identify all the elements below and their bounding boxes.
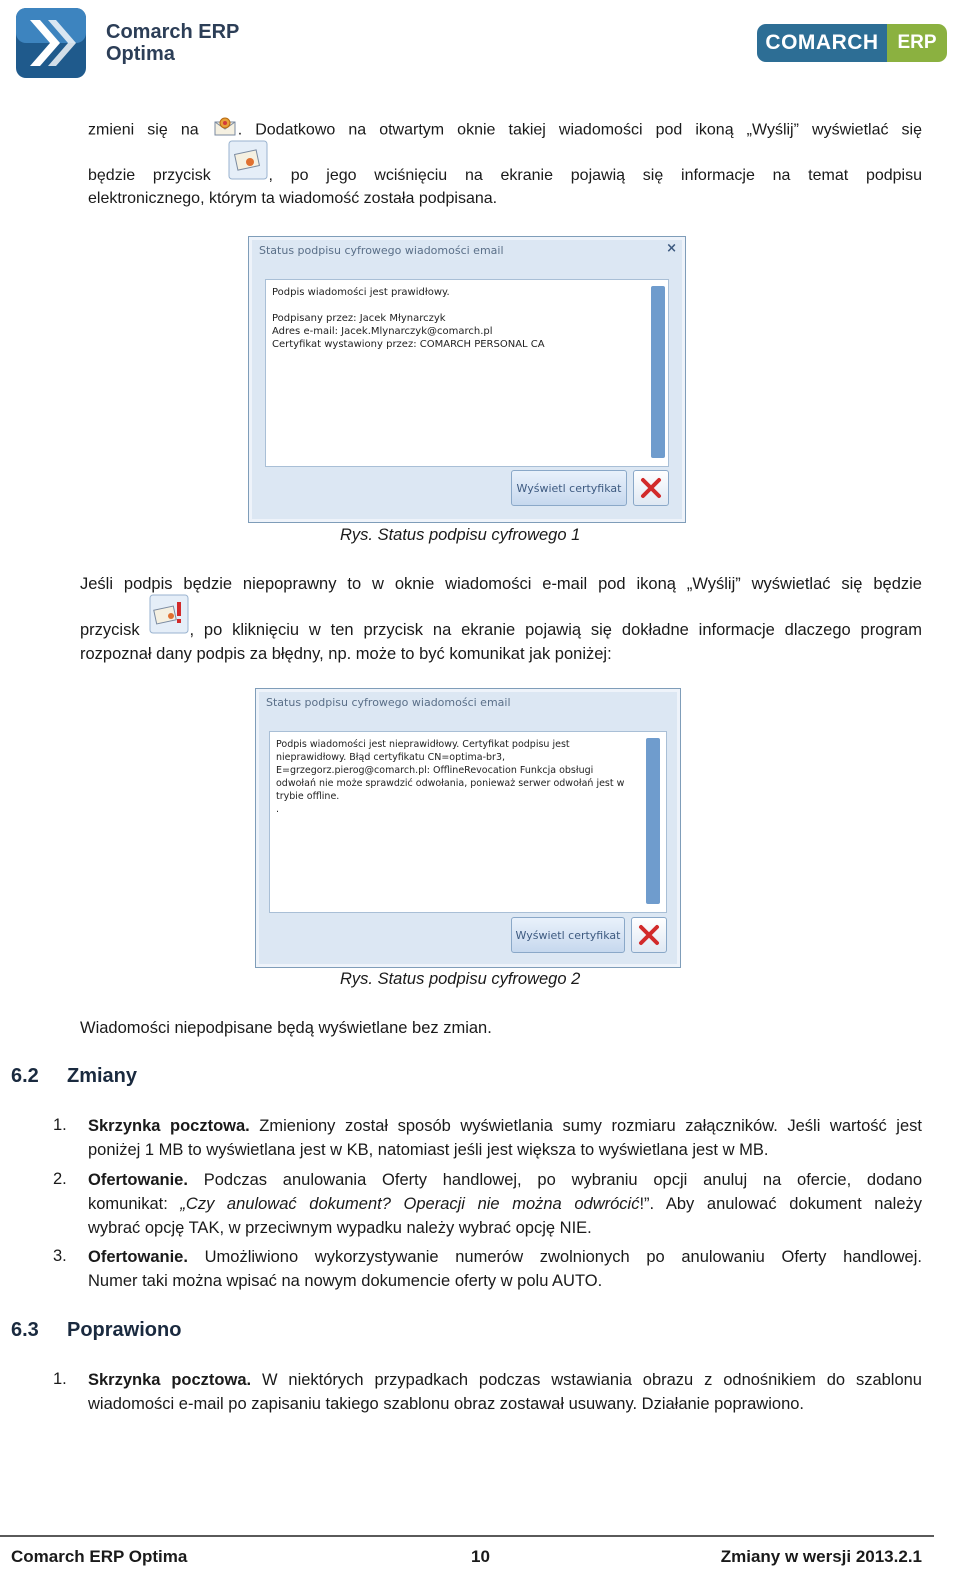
footer-divider bbox=[0, 1535, 934, 1537]
list-item-line: poniżej 1 MB to wyświetlana jest w KB, natomiast jeśli jest większa to wyświetlana jest w MB. bbox=[88, 1141, 769, 1159]
invalid-signature-button-icon bbox=[149, 594, 189, 641]
para1-text: , po jego wciśnięciu na ekranie pojawią się informacje na temat podpisu bbox=[268, 167, 923, 184]
section-title-changes: Zmiany bbox=[67, 1065, 138, 1087]
para1-line2 bbox=[88, 164, 922, 187]
figure-caption-2: Rys. Status podpisu cyfrowego 2 bbox=[340, 970, 581, 988]
status-message bbox=[272, 286, 545, 351]
paragraph-unsigned: Wiadomości niepodpisane będą wyświetlane bez zmian. bbox=[80, 1019, 492, 1037]
footer-page-number: 10 bbox=[471, 1547, 490, 1566]
para1-text: zmieni się na bbox=[88, 121, 199, 139]
optima-logo-text bbox=[106, 21, 239, 65]
message-line: odwołań nie może sprawdzić odwołania, ponieważ serwer odwołań jest w bbox=[276, 778, 625, 789]
list-item-text: Podczas anulowania Oferty handlowej, po wybraniu opcji anuluj na ofercie, dodano bbox=[187, 1171, 922, 1189]
message-line: nieprawidłowy. Błąd certyfikatu CN=optima-br3, bbox=[276, 752, 506, 763]
signature-status-dialog-invalid bbox=[255, 688, 681, 968]
list-item bbox=[88, 1368, 922, 1416]
comarch-erp-logo bbox=[757, 24, 947, 62]
red-x-icon bbox=[637, 923, 661, 947]
comarch-erp-optima-logo bbox=[16, 8, 239, 78]
para2-line3: rozpoznał dany podpis za błędny, np. może to być komunikat jak poniżej: bbox=[80, 645, 612, 663]
footer-product: Comarch ERP Optima bbox=[11, 1547, 188, 1566]
scrollbar[interactable] bbox=[651, 286, 665, 458]
section-title-fixed: Poprawiono bbox=[67, 1319, 182, 1341]
para1-line3: elektronicznego, którym ta wiadomość została podpisana. bbox=[88, 190, 498, 208]
list-item-text: Zmieniony został sposób wyświetlania sumy rozmiaru załączników. Jeśli wartość jest bbox=[249, 1117, 922, 1135]
section-number-fixed: 6.3 bbox=[11, 1319, 39, 1341]
footer-version: Zmiany w wersji 2013.2.1 bbox=[720, 1547, 922, 1566]
close-button[interactable] bbox=[633, 470, 669, 506]
dialog-title: Status podpisu cyfrowego wiadomości email bbox=[266, 696, 511, 709]
para1-text: . Dodatkowo na otwartym oknie takiej wiadomości pod ikoną „Wyślij” wyświetlać się bbox=[237, 121, 922, 139]
list-item-text: W niektórych przypadkach podczas wstawiania obrazu z odnośnikiem do szablonu bbox=[251, 1371, 922, 1389]
list-item-number: 1. bbox=[53, 1370, 67, 1388]
show-certificate-button[interactable]: Wyświetl certyfikat bbox=[511, 917, 625, 953]
show-certificate-button[interactable]: Wyświetl certyfikat bbox=[511, 470, 627, 506]
message-line: Podpis wiadomości jest nieprawidłowy. Certyfikat podpisu jest bbox=[276, 739, 570, 750]
dialog-title: Status podpisu cyfrowego wiadomości email bbox=[259, 244, 504, 257]
comarch-logo-text: COMARCH bbox=[757, 24, 887, 62]
list-item-italic: „Czy anulować dokument? Operacji nie można odwrócić bbox=[180, 1195, 640, 1213]
list-item-line bbox=[88, 1245, 922, 1269]
list-item-number: 1. bbox=[53, 1116, 67, 1134]
close-button[interactable] bbox=[631, 917, 667, 953]
paragraph-invalid-signature bbox=[80, 572, 922, 666]
optima-logo-icon bbox=[16, 8, 86, 78]
message-line: Adres e-mail: Jacek.Mlynarczyk@comarch.pl bbox=[272, 326, 493, 337]
message-line: Podpis wiadomości jest prawidłowy. bbox=[272, 287, 450, 298]
list-item-text: Umożliwiono wykorzystywanie numerów zwolnionych po anulowaniu Oferty handlowej. bbox=[187, 1248, 922, 1266]
message-box bbox=[265, 279, 669, 467]
paragraph-signature-info bbox=[88, 116, 922, 210]
message-line: . bbox=[276, 804, 280, 815]
para1-text: będzie przycisk bbox=[88, 167, 211, 184]
list-item-heading: Ofertowanie. bbox=[88, 1248, 188, 1266]
list-item-heading: Skrzynka pocztowa. bbox=[88, 1371, 252, 1389]
logo-line-2: Optima bbox=[106, 43, 175, 65]
message-box bbox=[269, 731, 667, 913]
para2-line2 bbox=[80, 618, 922, 642]
list-item-text: komunikat: bbox=[88, 1195, 181, 1213]
list-item-line bbox=[88, 1168, 922, 1192]
list-item-line: wybrać opcję TAK, w przeciwnym wypadku należy wybrać opcję NIE. bbox=[88, 1219, 592, 1237]
section-number-changes: 6.2 bbox=[11, 1065, 39, 1087]
list-item-heading: Ofertowanie. bbox=[88, 1171, 188, 1189]
message-line: trybie offline. bbox=[276, 791, 340, 802]
erp-logo-text: ERP bbox=[887, 24, 947, 62]
message-line: Certyfikat wystawiony przez: COMARCH PERSONAL CA bbox=[272, 339, 545, 350]
signature-status-button-icon bbox=[228, 140, 268, 187]
para2-text: , po kliknięciu w ten przycisk na ekranie pojawią się dokładne informacje dlaczego program bbox=[189, 621, 922, 639]
para1-line1 bbox=[88, 116, 922, 142]
list-item bbox=[88, 1168, 922, 1240]
close-icon[interactable]: × bbox=[666, 241, 677, 256]
list-item-heading: Skrzynka pocztowa. bbox=[88, 1117, 250, 1135]
red-x-icon bbox=[639, 476, 663, 500]
para2-line1: Jeśli podpis będzie niepoprawny to w oknie wiadomości e-mail pod ikoną „Wyślij” wyświetlać się będzie bbox=[80, 575, 922, 593]
signature-status-dialog-valid bbox=[248, 236, 686, 523]
list-item-line bbox=[88, 1368, 922, 1392]
list-item-line: wiadomości e-mail po zapisaniu takiego szablonu obraz zostawał usuwany. Działanie poprawiono. bbox=[88, 1395, 805, 1413]
list-item-line bbox=[88, 1114, 922, 1138]
list-item-number: 3. bbox=[53, 1247, 67, 1265]
list-item-number: 2. bbox=[53, 1170, 67, 1188]
scrollbar[interactable] bbox=[646, 738, 660, 904]
status-message bbox=[276, 738, 624, 816]
list-item-text: !”. Aby anulować dokument należy bbox=[639, 1195, 922, 1213]
figure-caption-1: Rys. Status podpisu cyfrowego 1 bbox=[340, 526, 581, 544]
logo-line-1: Comarch ERP bbox=[106, 21, 240, 43]
list-item bbox=[88, 1114, 922, 1162]
message-line: E=grzegorz.pierog@comarch.pl: OfflineRevocation Funkcja obsługi bbox=[276, 765, 594, 776]
message-line: Podpisany przez: Jacek Młynarczyk bbox=[272, 313, 446, 324]
para2-text: przycisk bbox=[80, 621, 140, 639]
list-item-line bbox=[88, 1192, 922, 1216]
list-item-line: Numer taki można wpisać na nowym dokumencie oferty w polu AUTO. bbox=[88, 1272, 603, 1290]
list-item bbox=[88, 1245, 922, 1293]
message-line bbox=[272, 299, 545, 312]
